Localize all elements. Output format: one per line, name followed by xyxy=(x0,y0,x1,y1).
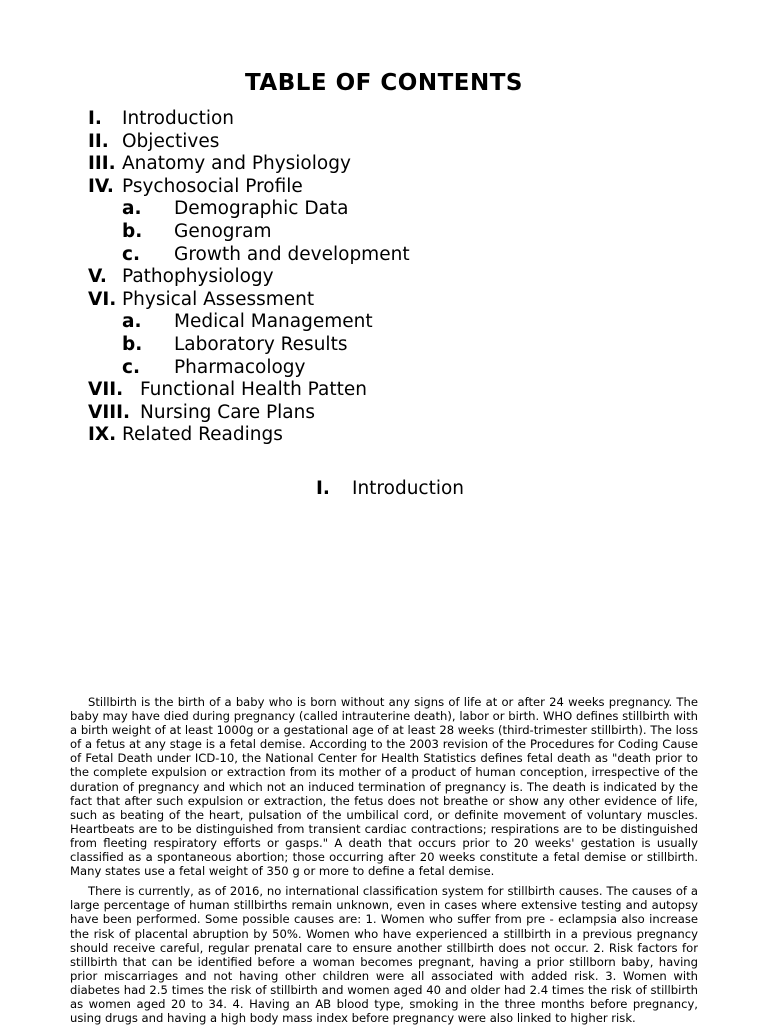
toc-item-number: c. xyxy=(122,243,140,265)
toc-item-label: Anatomy and Physiology xyxy=(122,153,351,175)
toc-item-number: b. xyxy=(122,220,143,242)
body-text xyxy=(70,695,698,1031)
toc-item-label: Medical Management xyxy=(174,311,373,333)
toc-item-label: Psychosocial Profile xyxy=(122,175,303,197)
section-title: Introduction xyxy=(352,478,465,499)
toc-item-number: IX. xyxy=(88,424,117,446)
paragraph: Stillbirth is the birth of a baby who is born without any signs of life at or after 24 weeks pregnancy. The baby may have died during pregnancy (called intrauterine death), labor or birth. WHO defines stillbirth with a birth weight of at least 1000g or a gestational age of at least 28 weeks (third-trimester stillbirth). The loss of a fetus at any stage is a fetal demise. According to the 2003 revision of the Procedures for Coding Cause of Fetal Death under ICD-10, the National Center for Health Statistics defines fetal death as "death prior to the complete expulsion or extraction from its mother of a product of human conception, irrespective of the duration of pregnancy and which not an induced termination of pregnancy is. The death is indicated by the fact that after such expulsion or extraction, the fetus does not breathe or show any other evidence of life, such as beating of the heart, pulsation of the umbilical cord, or definite movement of voluntary muscles. Heartbeats are to be distinguished from transient cardiac contractions; respirations are to be distinguished from fleeting respiratory efforts or gasps." A death that occurs prior to 20 weeks' gestation is usually classified as a spontaneous abortion; those occurring after 20 weeks constitute a fetal demise or stillbirth. Many states use a fetal weight of 350 g or more to define a fetal demise. xyxy=(70,695,698,879)
toc-title: TABLE OF CONTENTS xyxy=(245,70,523,96)
toc-item-label: Growth and development xyxy=(174,243,410,265)
toc-item-label: Functional Health Patten xyxy=(140,379,367,401)
toc-item-number: VI. xyxy=(88,288,117,310)
toc-item-number: III. xyxy=(88,153,116,175)
toc-item-label: Pharmacology xyxy=(174,356,306,378)
toc-item-label: Related Readings xyxy=(122,424,283,446)
toc-item-label: Introduction xyxy=(122,108,235,129)
toc-item-number: a. xyxy=(122,198,142,220)
toc-item-label: Objectives xyxy=(122,130,220,152)
toc-item-number: IV. xyxy=(88,175,114,197)
toc-item-number: II. xyxy=(88,130,109,152)
toc-item-number: b. xyxy=(122,333,143,355)
section-number: I. xyxy=(316,478,330,499)
toc-item-label: Pathophysiology xyxy=(122,266,274,288)
toc-item-label: Laboratory Results xyxy=(174,333,348,355)
toc-item-number: c. xyxy=(122,356,140,378)
toc-item-label: Physical Assessment xyxy=(122,288,315,310)
toc-item-number: V. xyxy=(88,266,107,288)
toc-item-number: a. xyxy=(122,311,142,333)
toc-item-label: Genogram xyxy=(174,220,272,242)
toc-item-number: I. xyxy=(88,108,102,129)
toc-item-label: Nursing Care Plans xyxy=(140,401,316,423)
toc-item-number: VIII. xyxy=(88,401,130,423)
paragraph: There is currently, as of 2016, no international classification system for stillbirth causes. The causes of a large percentage of human stillbirths remain unknown, even in cases where extensive testing and autopsy have been performed. Some possible causes are: 1. Women who suffer from pre - eclampsia also increase the risk of placental abruption by 50%. Women who have experienced a stillbirth in a previous pregnancy should receive careful, regular prenatal care to ensure another stillbirth does not occur. 2. Risk factors for stillbirth that can be identified before a woman becomes pregnant, having a prior stillborn baby, having prior miscarriages and not having other children were all associated with added risk. 3. Women with diabetes had 2.5 times the risk of stillbirth and women aged 40 and older had 2.4 times the risk of stillbirth as women aged 20 to 34. 4. Having an AB blood type, smoking in the three months before pregnancy, using drugs and having a high body mass index before pregnancy were also linked to higher risk. xyxy=(70,884,698,1026)
section-heading xyxy=(316,478,465,499)
toc-item-number: VII. xyxy=(88,379,124,401)
toc-item-label: Demographic Data xyxy=(174,198,349,220)
